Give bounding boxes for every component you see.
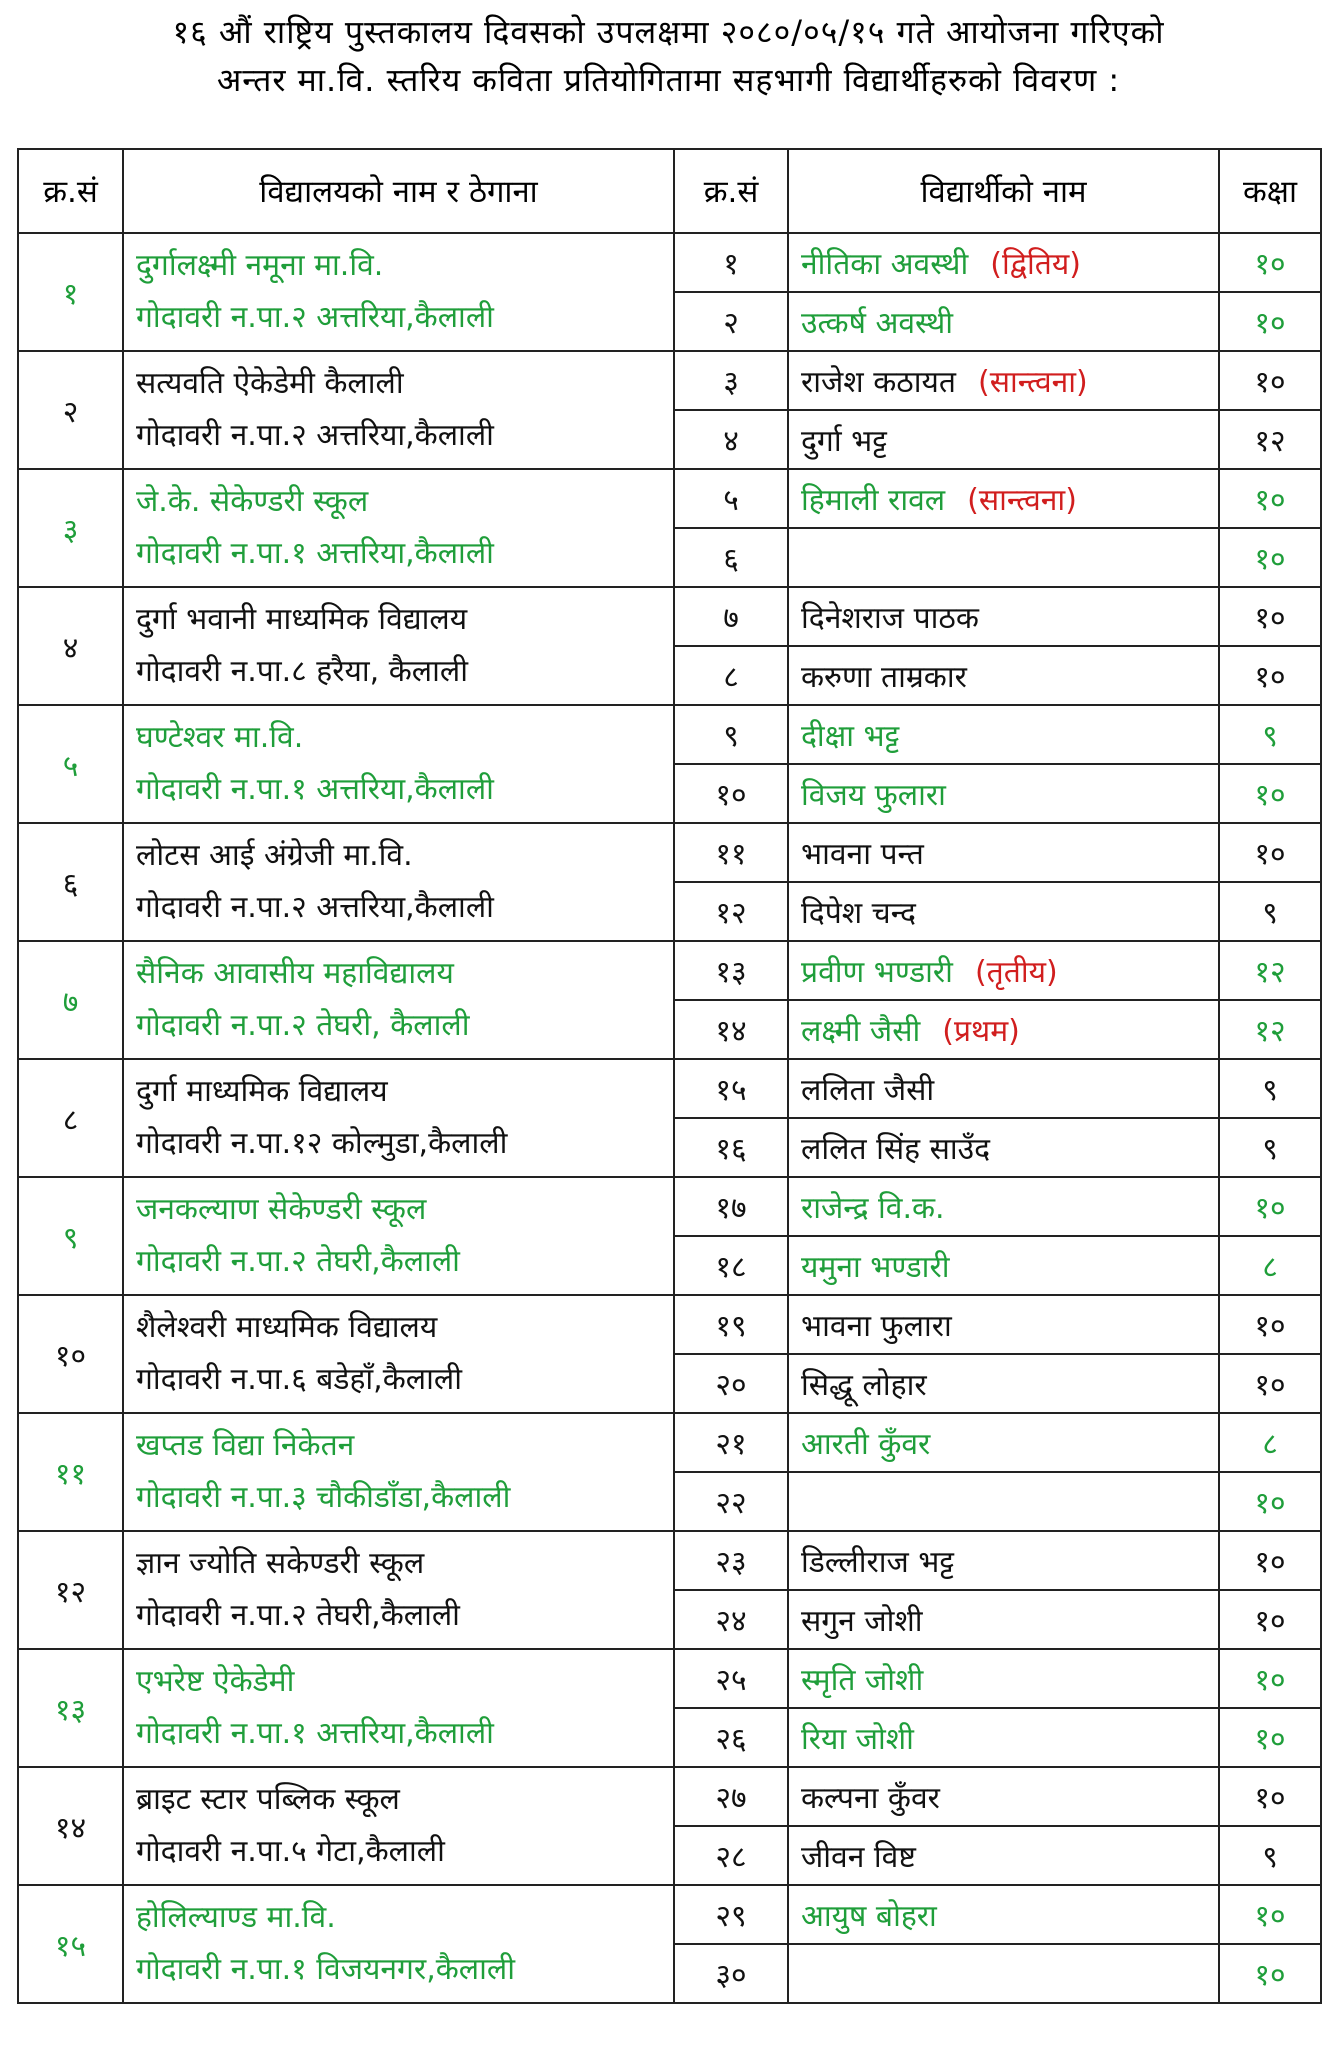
header-school-name: विद्यालयको नाम र ठेगाना (123, 149, 674, 233)
student-class: १० (1219, 292, 1321, 351)
student-name-cell (788, 1472, 1219, 1531)
student-name-cell (788, 410, 1219, 469)
school-address: गोदावरी न.पा.३ चौकीडाँडा,कैलाली (136, 1480, 511, 1515)
school-name: जनकल्याण सेकेण्डरी स्कूल (136, 1192, 427, 1227)
student-sn: १६ (674, 1118, 788, 1177)
student-class: १० (1219, 1708, 1321, 1767)
student-class: १० (1219, 1885, 1321, 1944)
school-address: गोदावरी न.पा.१ अत्तरिया,कैलाली (136, 772, 494, 807)
student-name: स्मृति जोशी (801, 1663, 924, 1698)
student-sn: ११ (674, 823, 788, 882)
table-row (18, 351, 1321, 410)
header-school-sn: क्र.सं (18, 149, 123, 233)
school-sn: १२ (18, 1531, 123, 1649)
student-name-cell (788, 882, 1219, 941)
student-sn: १७ (674, 1177, 788, 1236)
student-name-cell (788, 469, 1219, 528)
student-sn: २८ (674, 1826, 788, 1885)
school-address: गोदावरी न.पा.१ अत्तरिया,कैलाली (136, 536, 494, 571)
header-student-name: विद्यार्थीको नाम (788, 149, 1219, 233)
school-address: गोदावरी न.पा.१ अत्तरिया,कैलाली (136, 1716, 494, 1751)
table-header-row (18, 149, 1321, 233)
school-sn: ९ (18, 1177, 123, 1295)
student-class: १० (1219, 587, 1321, 646)
school-name: दुर्गा भवानी माध्यमिक विद्यालय (136, 602, 468, 637)
school-address: गोदावरी न.पा.२ अत्तरिया,कैलाली (136, 300, 494, 335)
student-sn: १९ (674, 1295, 788, 1354)
student-name: दिनेशराज पाठक (801, 601, 979, 636)
school-address: गोदावरी न.पा.२ तेघरी,कैलाली (136, 1244, 460, 1279)
student-class: १० (1219, 1531, 1321, 1590)
school-address: गोदावरी न.पा.६ बडेहाँ,कैलाली (136, 1362, 462, 1397)
student-class: १० (1219, 823, 1321, 882)
student-class: १० (1219, 528, 1321, 587)
school-name: जे.के. सेकेण्डरी स्कूल (136, 484, 369, 519)
student-sn: १४ (674, 1000, 788, 1059)
school-sn: २ (18, 351, 123, 469)
student-class: ८ (1219, 1236, 1321, 1295)
table-row (18, 1649, 1321, 1708)
student-name-cell (788, 1059, 1219, 1118)
student-sn: २४ (674, 1590, 788, 1649)
student-sn: ८ (674, 646, 788, 705)
school-address: गोदावरी न.पा.२ अत्तरिया,कैलाली (136, 418, 494, 453)
student-class: १० (1219, 1354, 1321, 1413)
school-name: शैलेश्वरी माध्यमिक विद्यालय (136, 1310, 438, 1345)
student-name-cell (788, 233, 1219, 292)
student-name: हिमाली रावल (801, 483, 946, 518)
school-name: दुर्गा माध्यमिक विद्यालय (136, 1074, 388, 1109)
student-sn: ६ (674, 528, 788, 587)
student-sn: १० (674, 764, 788, 823)
student-sn: ९ (674, 705, 788, 764)
student-name-cell (788, 1354, 1219, 1413)
header-student-sn: क्र.सं (674, 149, 788, 233)
award-badge: (सान्त्वना) (967, 483, 1077, 518)
student-name-cell (788, 1767, 1219, 1826)
student-name-cell (788, 1649, 1219, 1708)
student-sn: २३ (674, 1531, 788, 1590)
table-row (18, 1767, 1321, 1826)
school-cell (123, 941, 674, 1059)
school-cell (123, 587, 674, 705)
table-row (18, 469, 1321, 528)
student-name-cell (788, 764, 1219, 823)
student-class: १० (1219, 646, 1321, 705)
student-sn: २० (674, 1354, 788, 1413)
student-name: ललित सिंह साउँद (801, 1132, 991, 1167)
student-class: १० (1219, 233, 1321, 292)
student-class: ९ (1219, 1118, 1321, 1177)
student-name: राजेन्द्र वि.क. (801, 1191, 945, 1226)
school-cell (123, 1767, 674, 1885)
school-cell (123, 469, 674, 587)
student-name-cell (788, 1118, 1219, 1177)
student-sn: १३ (674, 941, 788, 1000)
student-sn: १८ (674, 1236, 788, 1295)
student-class: ८ (1219, 1413, 1321, 1472)
student-name: दीक्षा भट्ट (801, 719, 900, 754)
school-sn: १ (18, 233, 123, 351)
award-badge: (तृतीय) (974, 955, 1058, 990)
school-name: सत्यवति ऐकेडेमी कैलाली (136, 366, 404, 401)
school-sn: ५ (18, 705, 123, 823)
student-name: भावना फुलारा (801, 1309, 952, 1344)
student-name: सिद्धू लोहार (801, 1368, 927, 1403)
student-name-cell (788, 1295, 1219, 1354)
school-sn: १० (18, 1295, 123, 1413)
student-sn: ५ (674, 469, 788, 528)
school-address: गोदावरी न.पा.५ गेटा,कैलाली (136, 1834, 445, 1869)
student-name: लक्ष्मी जैसी (801, 1014, 921, 1049)
student-name-cell (788, 1413, 1219, 1472)
school-sn: ३ (18, 469, 123, 587)
school-cell (123, 1885, 674, 2003)
school-name: एभरेष्ट ऐकेडेमी (136, 1664, 295, 1699)
school-name: घण्टेश्वर मा.वि. (136, 720, 304, 755)
student-class: १० (1219, 351, 1321, 410)
school-sn: ८ (18, 1059, 123, 1177)
student-name-cell (788, 1944, 1219, 2003)
student-sn: ७ (674, 587, 788, 646)
school-cell (123, 233, 674, 351)
student-class: १० (1219, 469, 1321, 528)
student-name: कल्पना कुँवर (801, 1781, 940, 1816)
school-address: गोदावरी न.पा.१ विजयनगर,कैलाली (136, 1952, 516, 1987)
student-name: प्रवीण भण्डारी (801, 955, 953, 990)
award-badge: (प्रथम) (942, 1014, 1020, 1049)
student-name-cell (788, 1531, 1219, 1590)
student-name-cell (788, 705, 1219, 764)
student-name: राजेश कठायत (801, 365, 956, 400)
table-row (18, 941, 1321, 1000)
student-name: ललिता जैसी (801, 1073, 935, 1108)
school-address: गोदावरी न.पा.८ हरैया, कैलाली (136, 654, 468, 689)
school-cell (123, 705, 674, 823)
school-cell (123, 823, 674, 941)
school-cell (123, 1059, 674, 1177)
school-sn: ६ (18, 823, 123, 941)
table-row (18, 1531, 1321, 1590)
student-class: ९ (1219, 705, 1321, 764)
student-name: रिया जोशी (801, 1722, 914, 1757)
school-cell (123, 351, 674, 469)
student-name: सगुन जोशी (801, 1604, 923, 1639)
school-sn: १५ (18, 1885, 123, 2003)
student-sn: २७ (674, 1767, 788, 1826)
student-sn: २५ (674, 1649, 788, 1708)
student-class: १० (1219, 1472, 1321, 1531)
student-name-cell (788, 1885, 1219, 1944)
school-name: खप्तड विद्या निकेतन (136, 1428, 355, 1463)
student-name: विजय फुलारा (801, 778, 946, 813)
table-row (18, 1885, 1321, 1944)
table-row (18, 587, 1321, 646)
table-row (18, 1295, 1321, 1354)
student-name-cell (788, 1000, 1219, 1059)
student-name-cell (788, 587, 1219, 646)
table-row (18, 1177, 1321, 1236)
student-name-cell (788, 1590, 1219, 1649)
school-sn: ४ (18, 587, 123, 705)
school-cell (123, 1413, 674, 1531)
student-class: १० (1219, 1944, 1321, 2003)
school-address: गोदावरी न.पा.२ तेघरी,कैलाली (136, 1598, 460, 1633)
school-name: होलिल्याण्ड मा.वि. (136, 1900, 336, 1935)
student-name: नीतिका अवस्थी (801, 247, 969, 282)
participants-table (17, 148, 1322, 2004)
student-sn: ४ (674, 410, 788, 469)
student-name-cell (788, 1236, 1219, 1295)
table-row (18, 1413, 1321, 1472)
student-name-cell (788, 1708, 1219, 1767)
student-name-cell (788, 292, 1219, 351)
student-class: १० (1219, 1767, 1321, 1826)
student-sn: १२ (674, 882, 788, 941)
student-class: १० (1219, 1295, 1321, 1354)
student-class: ९ (1219, 1826, 1321, 1885)
school-name: सैनिक आवासीय महाविद्यालय (136, 956, 454, 991)
student-name-cell (788, 941, 1219, 1000)
document-title-line-2: अन्तर मा.वि. स्तरिय कविता प्रतियोगितामा सहभागी विद्यार्थीहरुको विवरण : (216, 61, 1121, 99)
table-body (18, 233, 1321, 2003)
student-name: आयुष बोहरा (801, 1899, 937, 1934)
student-class: १२ (1219, 1000, 1321, 1059)
student-name-cell (788, 351, 1219, 410)
school-name: ब्राइट स्टार पब्लिक स्कूल (136, 1782, 400, 1817)
header-class: कक्षा (1219, 149, 1321, 233)
student-sn: २९ (674, 1885, 788, 1944)
school-sn: ११ (18, 1413, 123, 1531)
table-row (18, 233, 1321, 292)
student-name: भावना पन्त (801, 837, 924, 872)
student-name: डिल्लीराज भट्ट (801, 1545, 955, 1580)
student-name: दिपेश चन्द (801, 896, 916, 931)
student-sn: १५ (674, 1059, 788, 1118)
school-address: गोदावरी न.पा.२ तेघरी, कैलाली (136, 1008, 470, 1043)
table-row (18, 1059, 1321, 1118)
student-sn: २१ (674, 1413, 788, 1472)
student-name: दुर्गा भट्ट (801, 424, 887, 459)
student-class: १० (1219, 1590, 1321, 1649)
student-sn: १ (674, 233, 788, 292)
student-class: १२ (1219, 410, 1321, 469)
student-name: जीवन विष्ट (801, 1840, 916, 1875)
student-class: १० (1219, 1177, 1321, 1236)
school-name: दुर्गालक्ष्मी नमूना मा.वि. (136, 248, 384, 283)
table-row (18, 823, 1321, 882)
student-class: १० (1219, 1649, 1321, 1708)
school-cell (123, 1177, 674, 1295)
student-name: आरती कुँवर (801, 1427, 931, 1462)
student-sn: ३० (674, 1944, 788, 2003)
school-name: लोटस आई अंग्रेजी मा.वि. (136, 838, 413, 873)
student-name-cell (788, 823, 1219, 882)
award-badge: (द्वितिय) (990, 247, 1081, 282)
document-title-line-1: १६ औं राष्ट्रिय पुस्तकालय दिवसको उपलक्षमा २०८०/०५/१५ गते आयोजना गरिएको (172, 13, 1165, 51)
school-sn: ७ (18, 941, 123, 1059)
student-name: यमुना भण्डारी (801, 1250, 950, 1285)
student-name-cell (788, 1177, 1219, 1236)
school-address: गोदावरी न.पा.१२ कोल्मुडा,कैलाली (136, 1126, 508, 1161)
student-name: करुणा ताम्रकार (801, 660, 967, 695)
school-cell (123, 1649, 674, 1767)
school-cell (123, 1531, 674, 1649)
school-cell (123, 1295, 674, 1413)
student-sn: २६ (674, 1708, 788, 1767)
student-class: ९ (1219, 882, 1321, 941)
table-row (18, 705, 1321, 764)
school-address: गोदावरी न.पा.२ अत्तरिया,कैलाली (136, 890, 494, 925)
student-class: १२ (1219, 941, 1321, 1000)
student-name-cell (788, 528, 1219, 587)
student-name-cell (788, 1826, 1219, 1885)
student-name-cell (788, 646, 1219, 705)
student-name: उत्कर्ष अवस्थी (801, 306, 954, 341)
award-badge: (सान्त्वना) (977, 365, 1088, 400)
student-sn: ३ (674, 351, 788, 410)
school-sn: १३ (18, 1649, 123, 1767)
student-class: ९ (1219, 1059, 1321, 1118)
student-class: १० (1219, 764, 1321, 823)
student-sn: २ (674, 292, 788, 351)
school-name: ज्ञान ज्योति सकेण्डरी स्कूल (136, 1546, 425, 1581)
school-sn: १४ (18, 1767, 123, 1885)
student-sn: २२ (674, 1472, 788, 1531)
